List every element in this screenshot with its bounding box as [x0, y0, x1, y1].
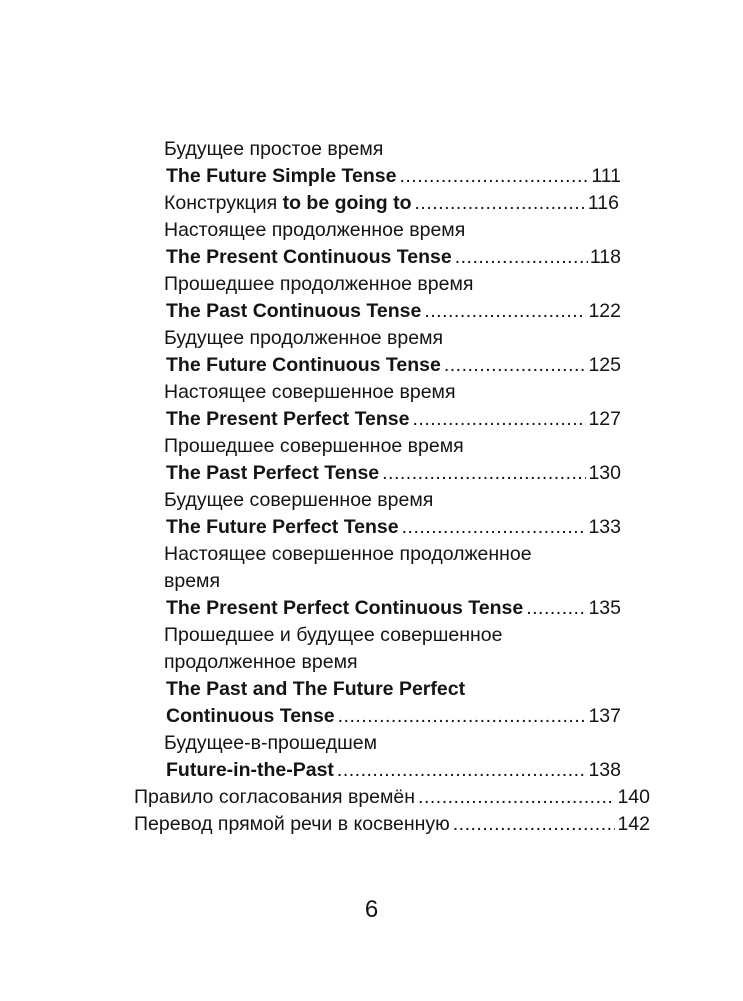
toc-entry-past-continuous[interactable] [0, 298, 743, 325]
toc-section-future-in-the-past [0, 730, 743, 757]
toc-section-past-perfect [0, 433, 743, 460]
dot-leader [338, 703, 587, 730]
dot-leader [402, 514, 587, 541]
toc-entry-title [164, 190, 412, 217]
toc-entry-going-to[interactable] [0, 190, 743, 217]
toc-section-present-perfect-continuous [0, 541, 743, 568]
dot-leader [424, 298, 586, 325]
toc-page-number: 122 [588, 300, 621, 322]
toc-entry-future-perfect[interactable] [0, 514, 743, 541]
toc-page-number: 140 [617, 786, 650, 808]
toc-entry-title: The Present Continuous Tense [166, 246, 452, 268]
toc-entry-title: The Past Continuous Tense [166, 300, 422, 322]
toc-section-title: Настоящее совершенное продолженное [164, 543, 532, 565]
toc-section-present-perfect-continuous-cont [0, 568, 743, 595]
toc-entry-title: The Present Perfect Continuous Tense [166, 597, 524, 619]
toc-entry-sequence-of-tenses[interactable] [0, 784, 743, 811]
toc-section-title: время [164, 570, 221, 592]
toc-entry-future-in-the-past[interactable] [0, 757, 743, 784]
toc-entry-title: Future-in-the-Past [166, 759, 334, 781]
toc-entry-past-future-perfect-continuous-first[interactable] [0, 676, 743, 703]
toc-page-number: 118 [589, 246, 621, 268]
toc-page-number: 125 [588, 354, 621, 376]
dot-leader [453, 811, 616, 838]
toc-entry-past-perfect[interactable] [0, 460, 743, 487]
toc-section-present-perfect [0, 379, 743, 406]
toc-section-present-continuous [0, 217, 743, 244]
dot-leader [418, 784, 615, 811]
toc-page-number: 138 [588, 759, 621, 781]
toc-page-number: 111 [591, 165, 621, 187]
toc-section-past-future-perfect-continuous-cont [0, 649, 743, 676]
toc-entry-title: The Future Continuous Tense [166, 354, 441, 376]
toc-section-past-future-perfect-continuous [0, 622, 743, 649]
toc-entry-present-continuous[interactable] [0, 244, 743, 271]
toc-section-past-continuous [0, 271, 743, 298]
toc-entry-title: The Past and The Future Perfect [166, 678, 466, 700]
toc-page-number: 116 [587, 192, 619, 214]
page-number: 6 [364, 896, 379, 923]
toc-section-title: Прошедшее совершенное время [164, 435, 464, 457]
dot-leader [415, 190, 586, 217]
toc-section-future-simple [0, 136, 743, 163]
toc-section-title: Будущее продолженное время [164, 327, 444, 349]
toc-entry-prefix: Конструкция [164, 192, 283, 214]
toc-entry-future-simple[interactable] [0, 163, 743, 190]
toc-entry-title: The Present Perfect Tense [166, 408, 410, 430]
toc-entry-title: Перевод прямой речи в косвенную [134, 813, 450, 835]
toc-section-future-continuous [0, 325, 743, 352]
toc-section-title: Прошедшее и будущее совершенное [164, 624, 503, 646]
toc-entry-reported-speech[interactable] [0, 811, 743, 838]
toc-section-title: Настоящее продолженное время [164, 219, 466, 241]
toc-section-title: продолженное время [164, 651, 358, 673]
toc-page-number: 142 [617, 813, 650, 835]
toc-page-number: 135 [588, 597, 621, 619]
dot-leader [337, 757, 587, 784]
dot-leader [399, 163, 589, 190]
toc-entry-present-perfect-continuous[interactable] [0, 595, 743, 622]
toc-entry-future-continuous[interactable] [0, 352, 743, 379]
toc-entry-title: Правило согласования времён [134, 786, 416, 808]
toc-section-title: Будущее-в-прошедшем [164, 732, 378, 754]
toc-entry-title: The Future Simple Tense [166, 165, 397, 187]
toc-section-title: Будущее совершенное время [164, 489, 434, 511]
toc-entry-title: The Future Perfect Tense [166, 516, 399, 538]
toc-page-number: 133 [588, 516, 621, 538]
table-of-contents [0, 136, 743, 838]
toc-entry-title: The Past Perfect Tense [166, 462, 380, 484]
toc-section-future-perfect [0, 487, 743, 514]
toc-entry-present-perfect[interactable] [0, 406, 743, 433]
toc-entry-past-future-perfect-continuous[interactable] [0, 703, 743, 730]
toc-page-number: 130 [588, 462, 621, 484]
dot-leader [526, 595, 586, 622]
toc-page-number: 137 [588, 705, 621, 727]
dot-leader [444, 352, 587, 379]
toc-page-number: 127 [588, 408, 621, 430]
dot-leader [382, 460, 586, 487]
dot-leader [455, 244, 588, 271]
dot-leader [412, 406, 586, 433]
toc-section-title: Будущее простое время [164, 138, 384, 160]
toc-section-title: Прошедшее продолженное время [164, 273, 474, 295]
toc-entry-title: Continuous Tense [166, 705, 335, 727]
toc-section-title: Настоящее совершенное время [164, 381, 456, 403]
toc-entry-bold-term: to be going to [282, 192, 412, 214]
